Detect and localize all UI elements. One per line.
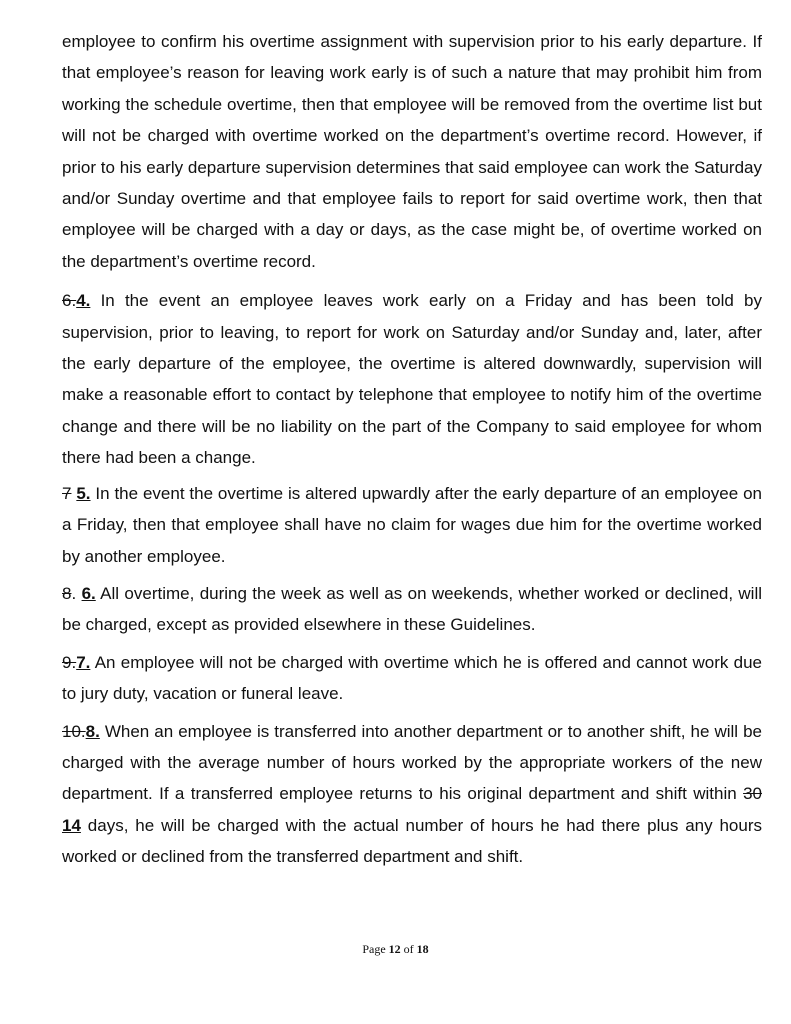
paragraph-continuation xyxy=(62,26,762,277)
paragraph-item-4 xyxy=(62,285,762,473)
inserted-number: 5. xyxy=(76,483,91,503)
inserted-number: 7. xyxy=(76,652,91,672)
inserted-number: 8. xyxy=(85,721,100,741)
deleted-number: 9. xyxy=(62,652,77,672)
paragraph-text-end: days, he will be charged with the actual number of hours he had there plus any hours worked or declined from the transferred department and shift. xyxy=(62,815,762,867)
page-number: 12 xyxy=(388,942,401,956)
paragraph-text: In the event the overtime is altered upwardly after the early departure of an employee on a Friday, then that employee shall have no claim for wages due him for the overtime worked by another employee. xyxy=(62,483,762,566)
paragraph-text: All overtime, during the week as well as on weekends, whether worked or declined, will be charged, except as provided elsewhere in these Guidelines. xyxy=(62,583,763,635)
deleted-number: 6. xyxy=(62,291,77,311)
of-word: of xyxy=(403,942,414,956)
number-separator: . xyxy=(71,583,82,603)
document-page xyxy=(62,26,762,879)
paragraph-text: When an employee is transferred into another department or to another shift, he will be charged with the average number of hours worked by the appropriate workers of the new department. If a transferred employee returns to his original department and shift within xyxy=(62,721,762,804)
total-pages: 18 xyxy=(416,942,429,956)
paragraph-text: An employee will not be charged with overtime which he is offered and cannot work due to jury duty, vacation or funeral leave. xyxy=(62,652,762,704)
deleted-number: 10. xyxy=(62,721,86,741)
paragraph-text: In the event an employee leaves work early on a Friday and has been told by supervision, prior to leaving, to report for work on Saturday and/or Sunday and, later, after the early departure of the employee, the overtime is altered downwardly, supervision will make a reasonable effort to contact by telephone that employee to notify him of the overtime change and there will be no liability on the part of the Company to said employee for whom there had been a change. xyxy=(62,291,762,468)
paragraph-item-5 xyxy=(62,478,762,572)
paragraph-item-8 xyxy=(62,716,762,873)
deleted-number: 7 xyxy=(62,483,72,503)
page-word: Page xyxy=(362,942,386,956)
inserted-number: 6. xyxy=(81,583,96,603)
inserted-days: 14 xyxy=(62,815,81,835)
paragraph-item-7 xyxy=(62,647,762,710)
paragraph-text: employee to confirm his overtime assignment with supervision prior to his early departure. If that employee’s reason for leaving work early is of such a nature that may prohibit him from working the schedule overtime, then that employee will be removed from the overtime list but will not be charged with overtime worked on the department’s overtime record. However, if prior to his early departure supervision determines that said employee can work the Saturday and/or Sunday overtime and that employee fails to report for said overtime work, then that employee will be charged with a day or days, as the case might be, of overtime worked on the department’s overtime record. xyxy=(62,32,762,271)
deleted-number: 8 xyxy=(62,583,72,603)
deleted-days: 30 xyxy=(743,784,762,804)
inserted-number: 4. xyxy=(76,291,91,311)
page-footer xyxy=(0,942,791,957)
paragraph-item-6 xyxy=(62,578,762,641)
